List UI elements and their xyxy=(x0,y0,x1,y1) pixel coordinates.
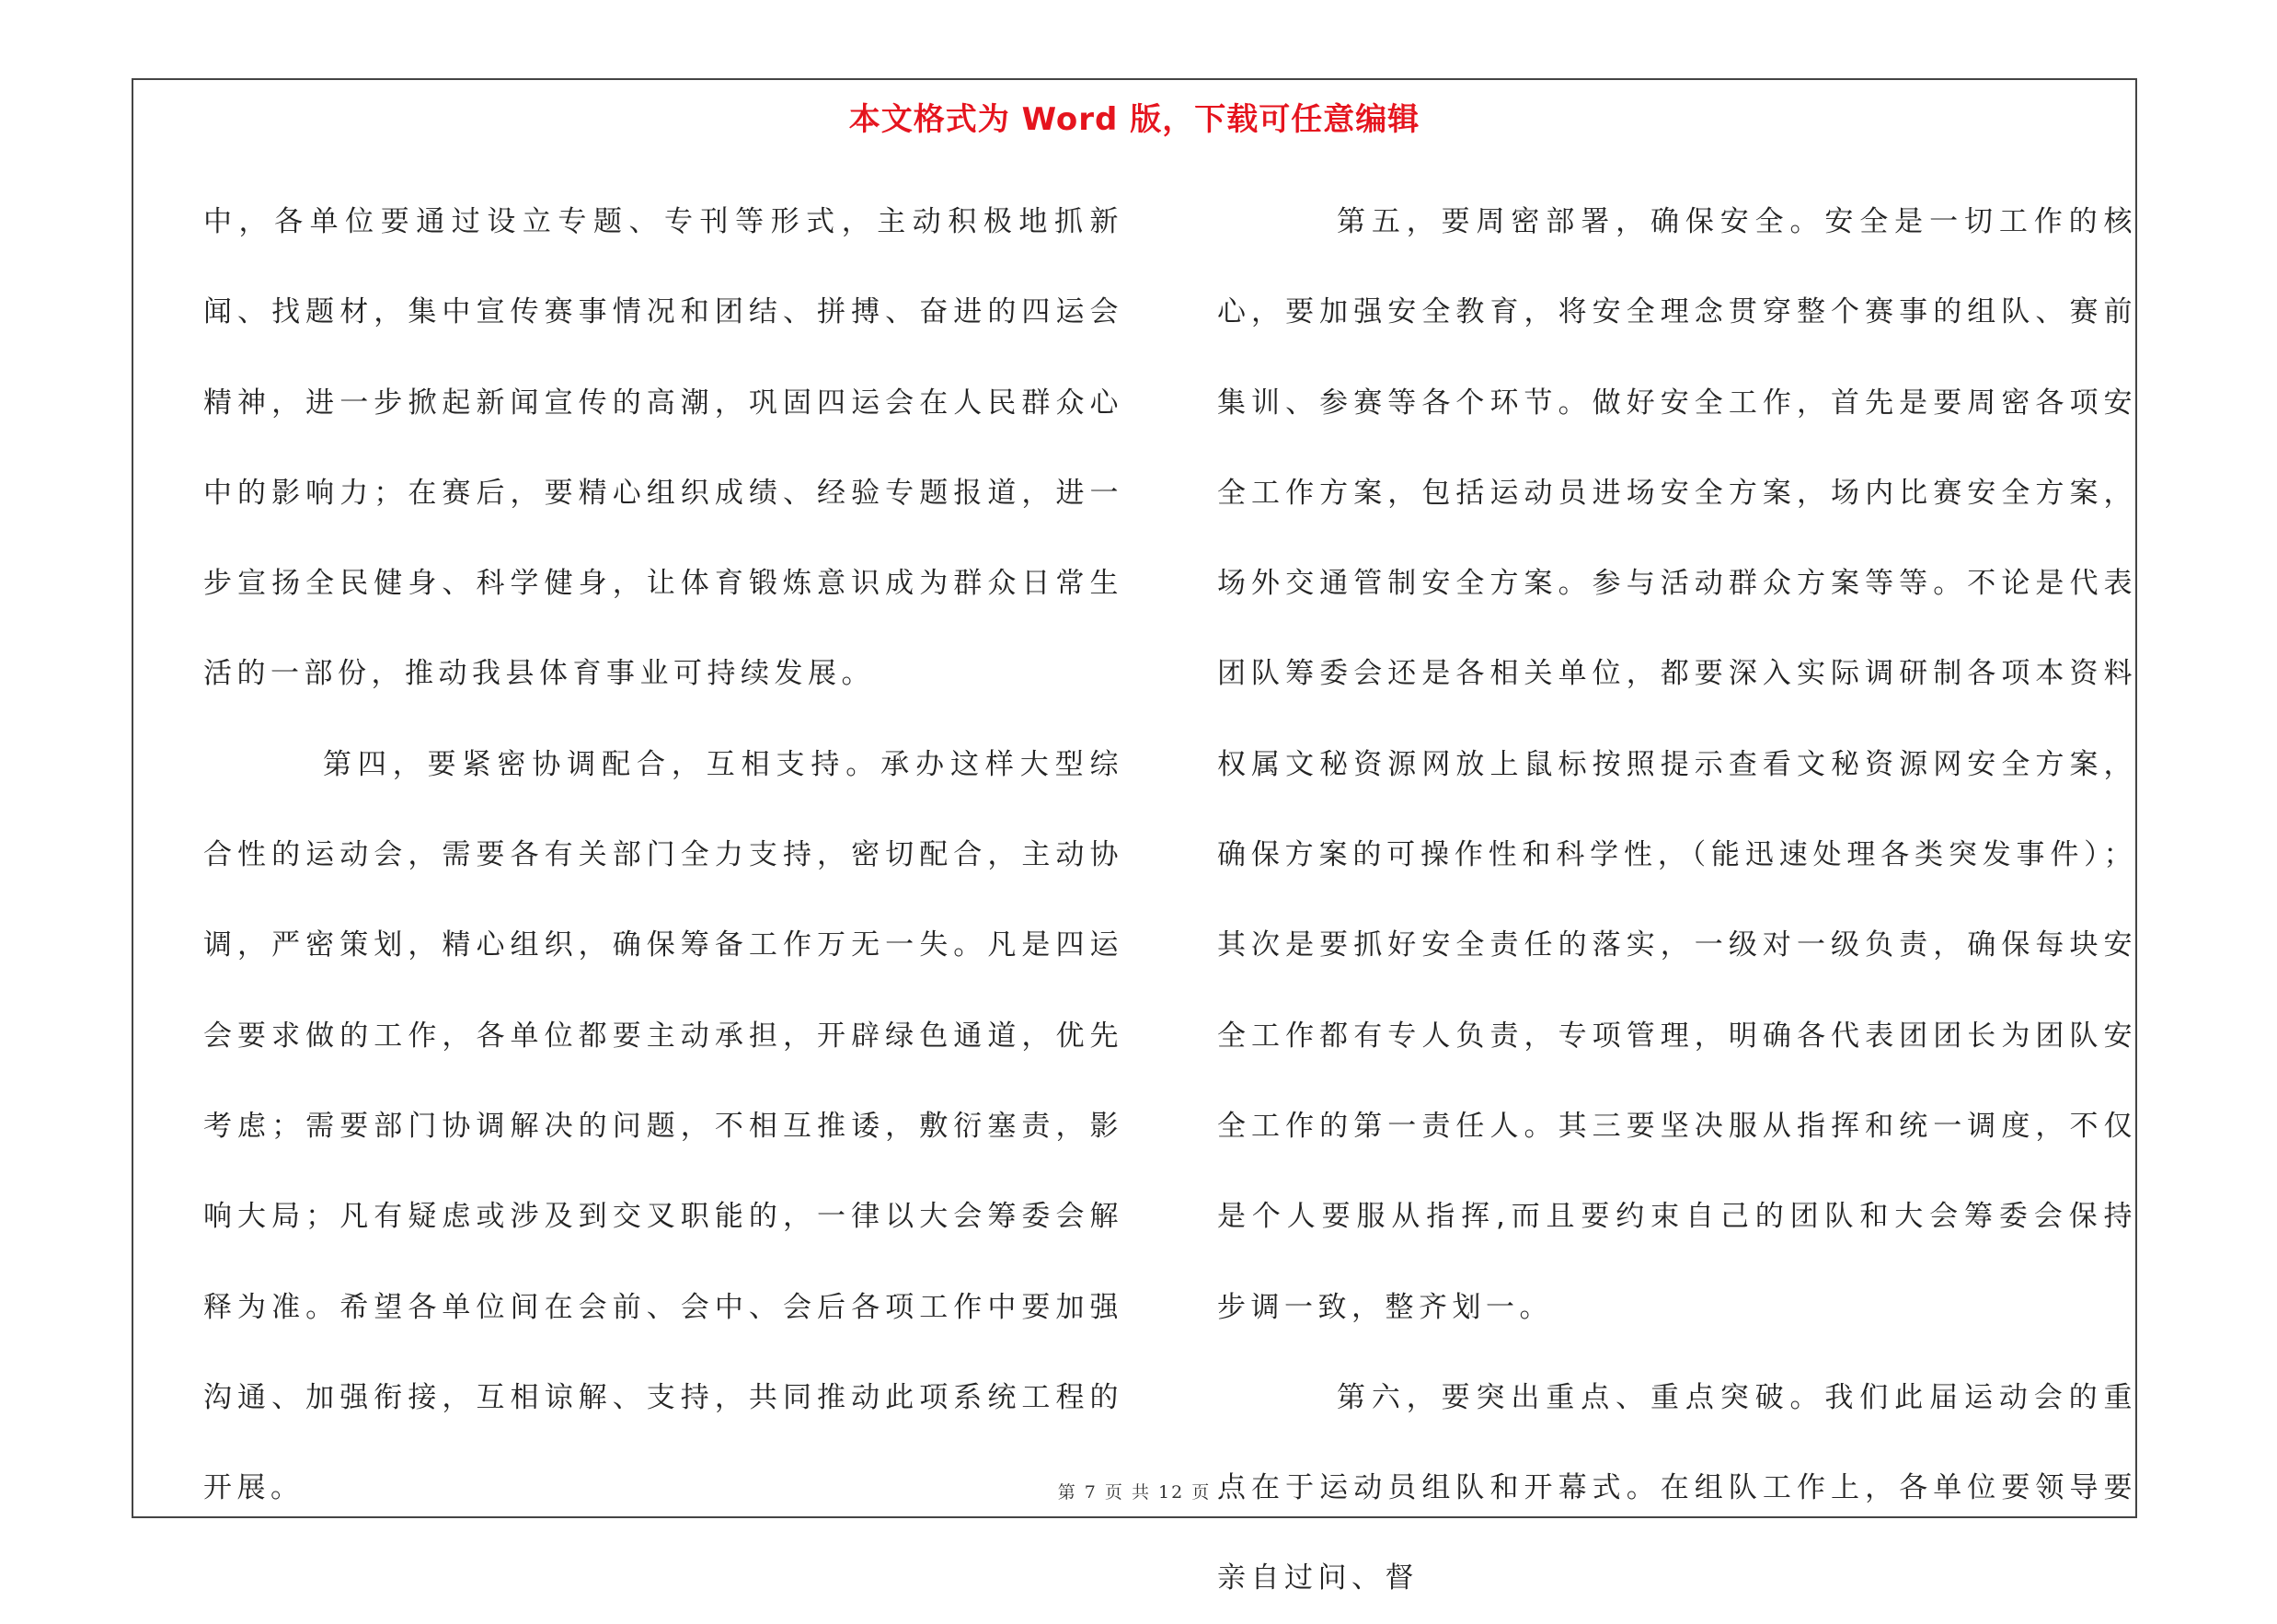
left-paragraph-2: 第四，要紧密协调配合，互相支持。承办这样大型综合性的运动会，需要各有关部门全力支持，密切配合，主动协调，严密策划，精心组织，确保筹备工作万无一失。凡是四运会要求做的工作，各单位都要主动承担，开辟绿色通道，优先考虑；需要部门协调解决的问题，不相互推诿，敷衍塞责，影响大局；凡有疑虑或涉及到交叉职能的，一律以大会筹委会解释为准。希望各单位间在会前、会中、会后各项工作中要加强沟通、加强衔接，互相谅解、支持，共同推动此项系统工程的开展。 xyxy=(203,747,1123,1505)
page-number-footer: 第 7 页 共 12 页 xyxy=(1057,1482,1212,1503)
left-paragraph-1: 中，各单位要通过设立专题、专刊等形式，主动积极地抓新闻、找题材，集中宣传赛事情况和团结、拼搏、奋进的四运会精神，进一步掀起新闻宣传的高潮，巩固四运会在人民群众心中的影响力；在赛后，要精心组织成绩、经验专题报道，进一步宣扬全民健身、科学健身，让体育锻炼意识成为群众日常生活的一部份，推动我县体育事业可持续发展。 xyxy=(203,205,1123,691)
right-column xyxy=(1217,177,2137,1624)
document-page xyxy=(132,78,2137,1595)
page-header-banner: 本文格式为 Word 版，下载可任意编辑 xyxy=(848,101,1420,138)
right-paragraph-2: 第六，要突出重点、重点突破。我们此届运动会的重点在于运动员组队和开幕式。在组队工作上，各单位要领导要亲自过问、督 xyxy=(1217,1380,2137,1595)
right-paragraph-1: 第五，要周密部署，确保安全。安全是一切工作的核心，要加强安全教育，将安全理念贯穿整个赛事的组队、赛前集训、参赛等各个环节。做好安全工作，首先是要周密各项安全工作方案，包括运动员进场安全方案，场内比赛安全方案，场外交通管制安全方案。参与活动群众方案等等。不论是代表团队筹委会还是各相关单位，都要深入实际调研制各项本资料权属文秘资源网放上鼠标按照提示查看文秘资源网安全方案，确保方案的可操作性和科学性，（能迅速处理各类突发事件）；其次是要抓好安全责任的落实，一级对一级负责，确保每块安全工作都有专人负责，专项管理，明确各代表团团长为团队安全工作的第一责任人。其三要坚决服从指挥和统一调度，不仅是个人要服从指挥,而且要约束自己的团队和大会筹委会保持步调一致，整齐划一。 xyxy=(1217,205,2137,1324)
left-column xyxy=(203,177,1123,1533)
